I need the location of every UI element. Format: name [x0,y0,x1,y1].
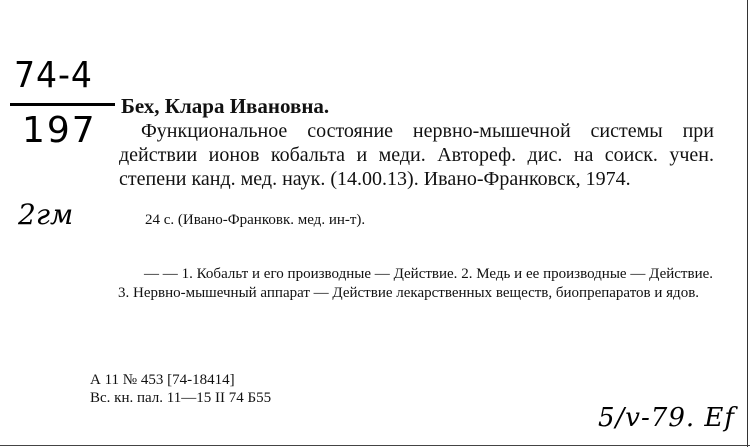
call-number-divider [10,103,115,106]
title-description: Функциональное состояние нервно-мышечной системы при действии ионов кобальта и меди. Автореф. дис. на соиск. учен. степени канд. мед. наук. (14.00.13). Ивано-Франковск, 1974. [119,120,714,190]
author-heading: Бех, Клара Ивановна. [121,94,330,118]
subject-headings: — — 1. Кобальт и его производные — Действие. 2. Медь и ее производные — Действие. 3. Нервно-мышечный аппарат — Действие лекарственных веществ, биопрепаратов и ядов. [118,266,713,301]
card-edge-right [747,0,748,447]
pagination-publisher: 24 с. (Ивано-Франковк. мед. ин-т). [145,212,366,228]
handwritten-call-number-bottom: 197 [22,110,97,151]
handwritten-mark: 2гм [18,198,74,231]
card-edge-bottom [0,445,750,446]
handwritten-call-number-top: 74-4 [14,55,93,96]
accession-number: А 11 № 453 [74-18414] [90,372,235,388]
printing-info: Вс. кн. пал. 11—15 II 74 Б55 [90,390,272,406]
handwritten-signature: 5/v-79. Ef [598,403,735,433]
